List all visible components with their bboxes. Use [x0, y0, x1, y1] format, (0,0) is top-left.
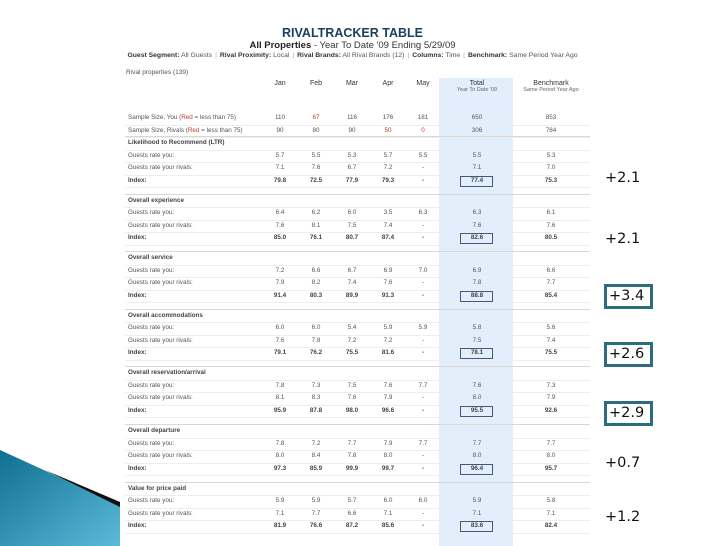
cell-value: 6.4 [275, 209, 285, 217]
section-title: Overall accommodations [128, 311, 203, 319]
row-label: Guests rate you: [128, 151, 175, 159]
cell-value: 7.2 [383, 164, 393, 171]
cell-value: 7.8 [275, 381, 285, 389]
cell-value: - [421, 349, 425, 357]
cell-value: 5.4 [347, 324, 357, 332]
cell-value: 7.9 [383, 439, 393, 447]
cell-value: 8.1 [275, 394, 285, 402]
cell-value: 7.1 [275, 509, 285, 517]
cell-value: 79.1 [273, 349, 287, 357]
cell-value: 7.2 [383, 336, 393, 344]
cell-value: 5.9 [472, 497, 482, 505]
cell-value: 8.1 [311, 221, 321, 229]
cell-value: 75.3 [544, 176, 558, 184]
row-index [125, 520, 590, 534]
row-label: Guests rate your rivals: [128, 221, 193, 229]
cell-value: 7.5 [472, 336, 482, 344]
cell-value: 3.5 [383, 209, 393, 217]
cell-value: 6.1 [546, 209, 556, 217]
cell-value: 8.0 [546, 452, 556, 459]
row-label: Guests rate you: [128, 266, 175, 274]
row-rivals [125, 220, 590, 234]
row-rivals [125, 450, 590, 464]
filter-summary [0, 52, 705, 59]
cell-value: 76.2 [309, 349, 323, 357]
cell-value: 6.0 [311, 324, 321, 332]
column-header-benchmark [521, 80, 581, 94]
column-header-label: May [416, 80, 430, 87]
cell-value: 0 [421, 126, 425, 134]
cell-value: 87.4 [381, 234, 395, 242]
cell-value: 7.7 [546, 279, 556, 287]
row-you [125, 207, 590, 221]
row-label: Guests rate you: [128, 381, 175, 389]
column-header-label: Feb [309, 80, 323, 87]
cell-value: 87.8 [309, 406, 323, 414]
index-difference: +2.9 [604, 401, 653, 426]
cell-value: 5.5 [472, 151, 482, 159]
cell-value: 6.0 [275, 324, 285, 332]
filter-label: Rival Brands: [297, 52, 341, 59]
cell-value: 80 [312, 126, 320, 134]
section-header [125, 137, 590, 151]
row-label [128, 112, 236, 124]
cell-value: 181 [417, 114, 429, 121]
cell-value: 72.5 [309, 176, 323, 184]
cell-value: - [421, 234, 425, 242]
cell-value: 6.9 [383, 266, 393, 274]
row-rivals [125, 162, 590, 176]
cell-value: 7.5 [347, 381, 357, 389]
row-rivals [125, 508, 590, 522]
cell-value: 5.3 [546, 151, 556, 159]
total-index-highlight-box [460, 291, 493, 302]
cell-value: 77.4 [470, 176, 484, 184]
cell-value: 7.9 [383, 394, 393, 402]
total-index-highlight-box [460, 233, 493, 244]
rival-properties-count: Rival properties (139) [126, 69, 189, 76]
row-label: Guests rate your rivals: [128, 394, 193, 402]
filter-value: All Guests [181, 52, 213, 59]
cell-value: 88.8 [470, 291, 484, 299]
subtitle-period: - Year To Date '09 Ending 5/29/09 [311, 40, 456, 51]
index-difference: +3.4 [604, 284, 653, 309]
cell-value: 650 [471, 114, 483, 121]
row-label: Guests rate you: [128, 497, 175, 505]
row-label: Guests rate your rivals: [128, 336, 193, 344]
cell-value: 87.2 [345, 522, 359, 530]
report-subtitle [0, 40, 705, 51]
cell-value: 7.7 [311, 509, 321, 517]
cell-value: 7.4 [546, 336, 556, 344]
cell-value: 7.9 [546, 394, 556, 402]
index-difference: +2.1 [605, 231, 641, 247]
section-header [125, 310, 590, 324]
row-rivals [125, 277, 590, 291]
cell-value: 7.9 [275, 279, 285, 287]
cell-value: 95.7 [544, 464, 558, 472]
note-open: ( [177, 114, 182, 121]
cell-value: 5.7 [275, 151, 285, 159]
filter-label: Guest Segment: [127, 52, 180, 59]
cell-value: 7.1 [472, 164, 482, 171]
cell-value: 8.3 [311, 394, 321, 402]
cell-value: 116 [346, 114, 358, 121]
cell-value: 77.9 [345, 176, 359, 184]
note-red: Red [187, 126, 200, 134]
cell-value: - [421, 336, 425, 344]
row-you [125, 380, 590, 394]
cell-value: 91.3 [381, 291, 395, 299]
filter-separator: | [463, 52, 465, 59]
cell-value: 6.6 [311, 266, 321, 274]
cell-value: 7.0 [546, 164, 556, 171]
filter-label: Rival Proximity: [219, 52, 272, 59]
cell-value: 76.1 [309, 234, 323, 242]
cell-value: 85.0 [273, 234, 287, 242]
total-index-highlight-box [460, 521, 493, 532]
index-difference: +2.1 [605, 170, 641, 186]
cell-value: 5.5 [418, 151, 428, 159]
row-label: Guests rate your rivals: [128, 452, 193, 459]
column-header-sub: Same Period Year Ago [523, 87, 579, 93]
cell-value: 7.4 [383, 221, 393, 229]
filter-separator: | [292, 52, 295, 59]
note-close: = less than 75) [192, 114, 237, 121]
total-index-highlight-box [460, 406, 493, 417]
cell-value: 853 [545, 114, 557, 121]
row-label: Index: [128, 234, 147, 242]
cell-value: 8.2 [311, 279, 321, 287]
cell-value: 79.8 [273, 176, 287, 184]
row-label: Index: [128, 176, 147, 184]
cell-value: 79.3 [381, 176, 395, 184]
cell-value: 7.7 [347, 439, 357, 447]
cell-value: - [421, 509, 425, 517]
cell-value: 6.2 [311, 209, 321, 217]
cell-value: 7.6 [275, 336, 285, 344]
cell-value: - [421, 406, 425, 414]
cell-value: 6.0 [347, 209, 357, 217]
note-open: ( [184, 126, 188, 134]
cell-value: 7.8 [275, 439, 285, 447]
cell-value: - [421, 452, 425, 459]
cell-value: 7.6 [472, 381, 482, 389]
sample-size-row [125, 112, 590, 126]
section-header [125, 195, 590, 209]
cell-value: 7.6 [383, 279, 393, 287]
column-header-label: Benchmark [533, 80, 569, 87]
row-label: Index: [128, 522, 147, 530]
cell-value: 90 [348, 126, 356, 134]
column-header-label: Apr [382, 80, 394, 87]
cell-value: 85.9 [309, 464, 323, 472]
filter-label: Columns: [412, 52, 444, 59]
cell-value: 80.3 [309, 291, 323, 299]
cell-value: 98.0 [345, 406, 359, 414]
cell-value: 306 [471, 126, 483, 134]
section-title: Likelihood to Recommend (LTR) [128, 139, 225, 146]
cell-value: 75.5 [544, 349, 558, 357]
section-header [125, 252, 590, 266]
cell-value: 6.3 [418, 209, 428, 217]
cell-value: 96.6 [381, 406, 395, 414]
cell-value: 82.4 [544, 522, 558, 530]
cell-value: 82.6 [470, 234, 484, 242]
cell-value: 89.9 [345, 291, 359, 299]
cell-value: 6.0 [418, 497, 428, 505]
row-label: Index: [128, 349, 147, 357]
cell-value: 7.6 [275, 221, 285, 229]
cell-value: 81.9 [273, 522, 287, 530]
cell-value: 6.7 [347, 266, 357, 274]
cell-value: 8.0 [472, 394, 482, 402]
page-title: RIVALTRACKER TABLE [282, 26, 423, 40]
note-red: Red [181, 114, 193, 121]
cell-value: 5.7 [347, 497, 357, 505]
cell-value: 5.9 [418, 324, 428, 332]
cell-value: 7.7 [418, 381, 428, 389]
cell-value: 7.7 [418, 439, 428, 447]
cell-value: 85.6 [381, 522, 395, 530]
decorative-swoosh [0, 450, 125, 546]
total-index-highlight-box [460, 348, 493, 359]
cell-value: 8.0 [383, 452, 393, 459]
cell-value: 6.0 [383, 497, 393, 505]
row-label: Guests rate you: [128, 439, 175, 447]
cell-value: - [421, 221, 425, 229]
row-rivals [125, 335, 590, 349]
cell-value: - [421, 522, 425, 530]
cell-value: 7.8 [347, 452, 357, 459]
row-label: Guests rate your rivals: [128, 279, 193, 287]
cell-value: 7.1 [472, 509, 482, 517]
filter-value: All Rival Brands (12) [342, 52, 405, 59]
cell-value: 6.6 [347, 509, 357, 517]
cell-value: 75.5 [345, 349, 359, 357]
cell-value: 67 [312, 114, 320, 121]
cell-value: 7.6 [311, 164, 321, 171]
row-you [125, 265, 590, 279]
row-you [125, 438, 590, 452]
row-you [125, 150, 590, 164]
cell-value: - [421, 164, 425, 171]
section-title: Overall departure [128, 427, 181, 434]
cell-value: 78.1 [470, 349, 484, 357]
cell-value: 7.7 [546, 439, 556, 447]
filter-value: Same Period Year Ago [509, 52, 578, 59]
row-index [125, 290, 590, 304]
cell-value: 5.9 [311, 497, 321, 505]
subtitle-scope: All Properties [249, 40, 312, 51]
cell-value: 7.1 [383, 509, 393, 517]
section-header [125, 483, 590, 497]
cell-value: 80.5 [544, 234, 558, 242]
row-rivals [125, 392, 590, 406]
total-index-highlight-box [460, 176, 493, 187]
cell-value: 6.7 [347, 164, 357, 171]
cell-value: 99.9 [345, 464, 359, 472]
row-label: Guests rate you: [128, 209, 175, 217]
cell-value: 97.3 [273, 464, 287, 472]
row-label: Index: [128, 464, 147, 472]
cell-value: - [421, 464, 425, 472]
cell-value: 7.4 [347, 279, 357, 287]
column-header-sub: Year To Date '09 [456, 87, 498, 93]
cell-value: 7.6 [472, 221, 482, 229]
cell-value: 85.4 [544, 291, 558, 299]
cell-value: 6.6 [546, 266, 556, 274]
column-header-label: Total [469, 80, 485, 87]
row-index [125, 232, 590, 246]
row-index [125, 175, 590, 189]
cell-value: 5.9 [275, 497, 285, 505]
section-title: Overall reservation/arrival [128, 369, 206, 377]
column-header-label: Mar [345, 80, 359, 87]
row-label: Guests rate your rivals: [128, 509, 193, 517]
cell-value: 96.4 [470, 464, 484, 472]
index-difference: +0.7 [605, 455, 641, 471]
cell-value: 784 [545, 126, 557, 134]
cell-value: 7.1 [275, 164, 285, 171]
cell-value: - [421, 279, 425, 287]
cell-value: 76.6 [309, 522, 323, 530]
filter-separator: | [215, 52, 217, 59]
section-header [125, 425, 590, 439]
cell-value: 8.0 [472, 452, 482, 459]
filter-value: Time [445, 52, 461, 59]
cell-value: 7.8 [311, 336, 321, 344]
section-title: Overall experience [128, 196, 185, 204]
filter-value: Local [273, 52, 290, 59]
column-header-label: Jan [274, 80, 286, 87]
cell-value: 110 [274, 114, 286, 121]
cell-value: 7.2 [347, 336, 357, 344]
cell-value: 80.7 [345, 234, 359, 242]
cell-value: 90 [276, 126, 284, 134]
row-index [125, 405, 590, 419]
section-title: Value for price paid [128, 484, 187, 492]
cell-value: 83.6 [470, 522, 484, 530]
cell-value: 176 [382, 114, 394, 121]
column-header-total [447, 80, 507, 94]
cell-value: 8.0 [275, 452, 285, 459]
cell-value: 92.6 [544, 406, 558, 414]
row-you [125, 495, 590, 509]
cell-value: 7.8 [472, 279, 482, 287]
row-label [128, 125, 243, 137]
cell-value: 5.5 [311, 151, 321, 159]
cell-value: 7.6 [347, 394, 357, 402]
cell-value: - [421, 394, 425, 402]
cell-value: 7.3 [311, 381, 321, 389]
cell-value: 7.1 [546, 509, 556, 517]
cell-value: 5.8 [546, 497, 556, 505]
cell-value: 81.6 [381, 349, 395, 357]
row-index [125, 463, 590, 477]
row-label: Guests rate your rivals: [128, 164, 193, 171]
cell-value: 95.9 [273, 406, 287, 414]
filter-label: Benchmark: [467, 52, 508, 59]
cell-value: 5.7 [383, 151, 393, 159]
cell-value: 7.0 [418, 266, 428, 274]
row-index [125, 347, 590, 361]
cell-value: 91.4 [273, 291, 287, 299]
cell-value: 6.9 [472, 266, 482, 274]
cell-value: 50 [384, 126, 392, 134]
filter-separator: | [407, 52, 410, 59]
section-header [125, 367, 590, 381]
sample-label: Sample Size, Rivals [128, 126, 184, 134]
row-label: Guests rate you: [128, 324, 175, 332]
cell-value: - [421, 176, 425, 184]
cell-value: 95.5 [470, 406, 484, 414]
row-you [125, 322, 590, 336]
section-title: Overall service [128, 254, 173, 262]
cell-value: 7.2 [275, 266, 285, 274]
note-close: = less than 75) [199, 126, 243, 134]
cell-value: 5.6 [546, 324, 556, 332]
total-index-highlight-box [460, 464, 493, 475]
cell-value: 7.5 [347, 221, 357, 229]
cell-value: 7.2 [311, 439, 321, 447]
cell-value: 7.6 [546, 221, 556, 229]
cell-value: 6.3 [472, 209, 482, 217]
cell-value: 5.8 [472, 324, 482, 332]
column-header-may [393, 80, 453, 87]
sample-label: Sample Size, You [128, 114, 178, 121]
row-label: Index: [128, 406, 147, 414]
row-label: Index: [128, 291, 147, 299]
cell-value: - [421, 291, 425, 299]
cell-value: 99.7 [381, 464, 395, 472]
cell-value: 7.6 [383, 381, 393, 389]
index-difference: +1.2 [605, 509, 641, 525]
index-difference: +2.6 [604, 342, 653, 367]
cell-value: 8.4 [311, 452, 321, 459]
cell-value: 7.7 [472, 439, 482, 447]
cell-value: 7.3 [546, 381, 556, 389]
cell-value: 5.3 [347, 151, 357, 159]
cell-value: 5.9 [383, 324, 393, 332]
